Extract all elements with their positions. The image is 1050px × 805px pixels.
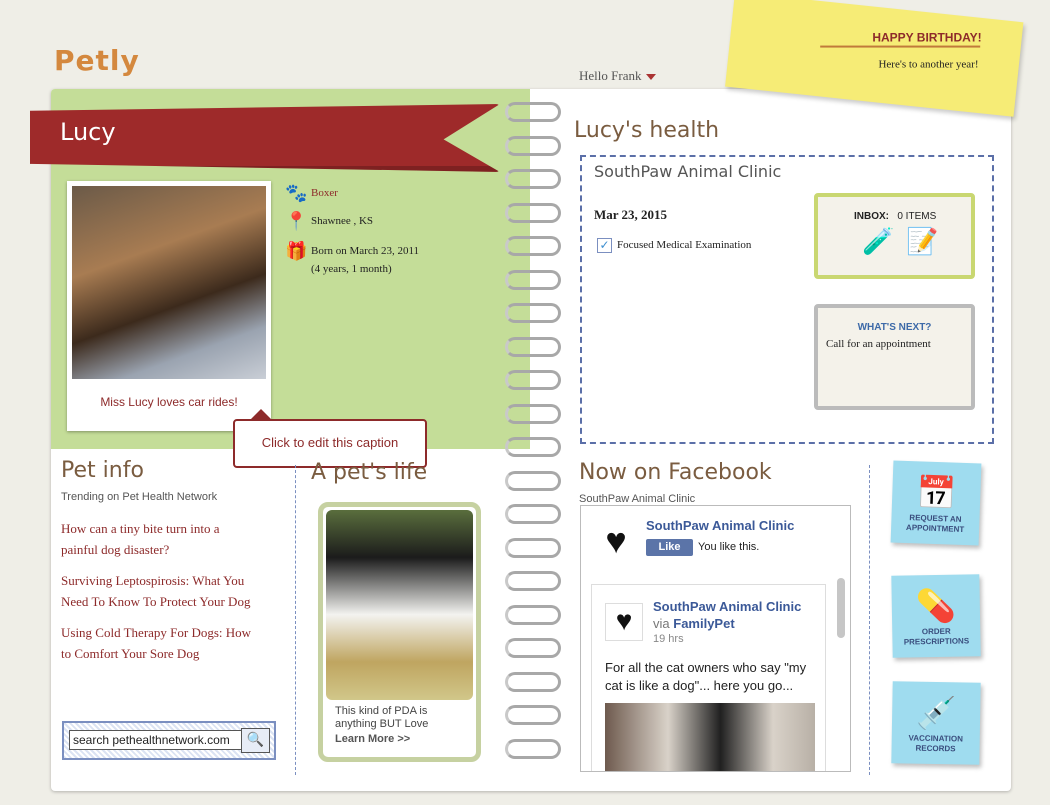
scrollbar-thumb[interactable] [837, 578, 845, 638]
birthday-divider [820, 46, 980, 48]
article-link-line: to Comfort Your Sore Dog [61, 646, 200, 661]
post-via-page[interactable]: FamilyPet [673, 616, 735, 631]
spiral-ring [505, 504, 561, 524]
pet-photo[interactable] [72, 186, 266, 379]
pet-photo-card [67, 181, 271, 431]
heart-paw-logo-icon[interactable]: ♥ [605, 603, 643, 641]
article-link-line: Surviving Leptospirosis: What You [61, 573, 245, 588]
action-label-line: APPOINTMENT [905, 522, 965, 534]
location-pin-icon: 📍 [285, 211, 308, 231]
whats-next-title: WHAT'S NEXT? [857, 322, 932, 333]
learn-more-link[interactable]: Learn More >> [335, 733, 411, 745]
post-author[interactable] [653, 598, 803, 632]
pet-location: Shawnee , KS [311, 215, 374, 227]
article-link-line: How can a tiny bite turn into a [61, 521, 220, 536]
spiral-ring [505, 404, 561, 424]
gift-icon: 🎁 [285, 241, 308, 261]
search-button[interactable] [241, 728, 270, 753]
facebook-widget [580, 505, 851, 772]
spiral-ring [505, 236, 561, 256]
inbox-count: 0 ITEMS [897, 211, 937, 222]
action-label-line: VACCINATION [908, 733, 963, 744]
inbox-label [854, 211, 936, 222]
exam-item[interactable] [597, 238, 751, 253]
spiral-ring [505, 303, 561, 323]
dog-photo [326, 510, 473, 700]
pet-breed: Boxer [311, 187, 338, 199]
notepad-icon: 📝 [906, 227, 939, 256]
spiral-ring [505, 638, 561, 658]
spiral-ring [505, 705, 561, 725]
spiral-ring [505, 102, 561, 122]
you-like-text: You like this. [698, 541, 760, 553]
spiral-ring [505, 169, 561, 189]
action-label [891, 733, 979, 755]
facebook-page-name[interactable]: SouthPaw Animal Clinic [646, 518, 795, 533]
like-button[interactable]: Like [646, 539, 693, 556]
checkmark-icon: ✓ [597, 238, 612, 253]
request-appointment-button[interactable] [891, 460, 982, 545]
pet-info-subtitle: Trending on Pet Health Network [61, 491, 218, 503]
pets-life-text-line: anything BUT Love [335, 718, 429, 730]
pets-life-card[interactable] [318, 502, 481, 762]
whats-next-panel[interactable] [814, 304, 975, 410]
spiral-ring [505, 203, 561, 223]
spiral-ring [505, 605, 561, 625]
calendar-icon: 📅 [915, 474, 957, 512]
action-label [892, 626, 980, 648]
action-label-line: ORDER [921, 626, 951, 637]
birthday-title: HAPPY BIRTHDAY! [871, 30, 982, 45]
edit-caption-tooltip: Click to edit this caption [233, 419, 427, 468]
visit-date: Mar 23, 2015 [594, 207, 668, 222]
whats-next-text: Call for an appointment [826, 338, 931, 350]
exam-label: Focused Medical Examination [617, 239, 752, 252]
order-prescriptions-button[interactable] [891, 574, 980, 658]
article-link-line: painful dog disaster? [61, 542, 170, 557]
pet-age: (4 years, 1 month) [311, 263, 392, 275]
user-menu[interactable] [579, 68, 656, 84]
column-divider [295, 465, 296, 775]
spiral-ring [505, 370, 561, 390]
article-link[interactable] [61, 518, 276, 560]
spiral-ring [505, 270, 561, 290]
spiral-ring [505, 571, 561, 591]
greeting-text: Hello Frank [579, 68, 642, 83]
spiral-ring [505, 538, 561, 558]
spiral-ring [505, 672, 561, 692]
chevron-down-icon [646, 74, 656, 80]
post-author-name: Clinic [765, 599, 802, 614]
heart-paw-logo-icon[interactable]: ♥ [605, 521, 627, 561]
column-divider [869, 465, 870, 775]
spiral-ring [505, 471, 561, 491]
post-text: For all the cat owners who say "my cat is like a dog"... here you go... [605, 660, 807, 693]
inbox-panel[interactable] [814, 193, 975, 279]
article-link-line: Need To Know To Protect Your Dog [61, 594, 251, 609]
petly-logo[interactable]: Petly [54, 44, 140, 77]
paw-icon: 🐾 [285, 183, 308, 203]
spiral-ring [505, 739, 561, 759]
birthday-message: Here's to another year! [878, 58, 979, 71]
pill-icon: 💊 [915, 587, 957, 625]
clinic-name[interactable]: SouthPaw Animal Clinic [594, 162, 782, 181]
action-label [891, 512, 980, 535]
facebook-title: Now on Facebook [579, 460, 772, 485]
article-link-line: Using Cold Therapy For Dogs: How [61, 625, 252, 640]
syringe-icon: 💉 [915, 694, 957, 732]
pets-life-text-line: This kind of PDA is [335, 705, 428, 717]
pets-life-text [335, 705, 428, 731]
action-label-line: REQUEST AN [909, 513, 962, 524]
article-link[interactable] [61, 622, 276, 664]
inbox-label-text: INBOX: [854, 211, 889, 222]
pet-name: Lucy [60, 118, 116, 146]
test-tube-icon: 🧪 [862, 227, 895, 256]
search-input[interactable]: search pethealthnetwork.com [69, 730, 242, 750]
article-link[interactable] [61, 570, 276, 612]
facebook-post [591, 584, 826, 772]
pet-born: Born on March 23, 2011 [311, 245, 420, 257]
search-icon: 🔍 [246, 733, 265, 748]
vaccination-records-button[interactable] [891, 681, 980, 765]
post-image[interactable] [605, 703, 815, 772]
action-label-line: PRESCRIPTIONS [903, 636, 970, 647]
facebook-subtitle: SouthPaw Animal Clinic [579, 493, 696, 505]
spiral-ring [505, 337, 561, 357]
search-box [62, 721, 276, 760]
health-title: Lucy's health [574, 118, 720, 143]
post-time: 19 hrs [653, 633, 684, 645]
pet-info-title: Pet info [61, 458, 144, 483]
pets-life-title: A pet's life [311, 460, 428, 485]
post-via: via [653, 616, 670, 631]
photo-caption[interactable]: Miss Lucy loves car rides! [100, 395, 238, 409]
spiral-ring [505, 437, 561, 457]
spiral-ring [505, 136, 561, 156]
post-author-name: SouthPaw Animal [653, 599, 763, 614]
spiral-binding [505, 92, 557, 782]
action-label-line: RECORDS [915, 743, 956, 754]
